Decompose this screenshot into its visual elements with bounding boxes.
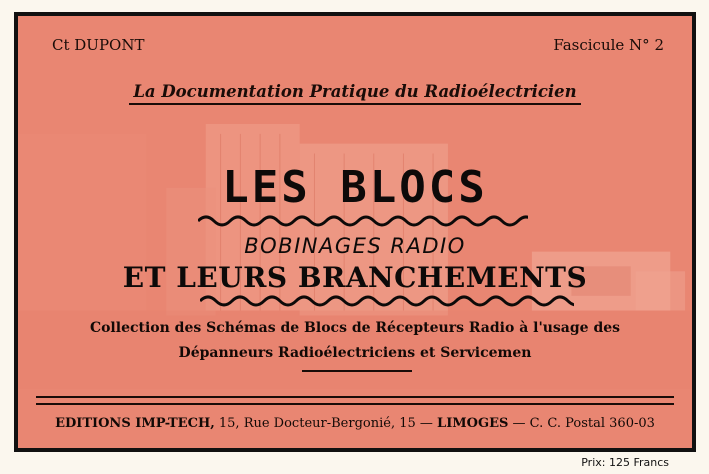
footer-separator: — xyxy=(419,416,433,431)
wave-divider-top xyxy=(198,214,528,228)
fascicule-number: Fascicule N° 2 xyxy=(553,36,664,54)
publisher-footer xyxy=(18,416,692,431)
series-title xyxy=(18,82,692,101)
wave-divider-bottom xyxy=(200,294,574,308)
publisher-address: 15, Rue Docteur-Bergonié, 15 xyxy=(218,416,416,431)
author-name: Ct DUPONT xyxy=(52,36,145,54)
subtitle-2: ET LEURS BRANCHEMENTS xyxy=(122,261,588,294)
collection-description xyxy=(18,316,692,366)
price-label: Prix: 125 Francs xyxy=(581,456,669,469)
series-title-text: La Documentation Pratique du Radioélectricien xyxy=(129,82,580,105)
postal-account: C. C. Postal 360-03 xyxy=(529,416,655,431)
short-divider xyxy=(302,370,412,372)
double-divider xyxy=(36,396,674,405)
collection-line-2: Dépanneurs Radioélectriciens et Servicemen xyxy=(178,345,532,361)
main-title: LES BLOCS xyxy=(222,162,488,213)
publisher-city: LIMOGES xyxy=(437,416,509,431)
publisher-name: EDITIONS IMP-TECH, xyxy=(55,416,215,431)
subtitle: BOBINAGES RADIO xyxy=(244,234,466,258)
building-illustration xyxy=(18,16,692,448)
footer-separator: — xyxy=(512,416,526,431)
book-cover xyxy=(14,12,696,452)
collection-line-1: Collection des Schémas de Blocs de Récepteurs Radio à l'usage des xyxy=(89,320,621,336)
